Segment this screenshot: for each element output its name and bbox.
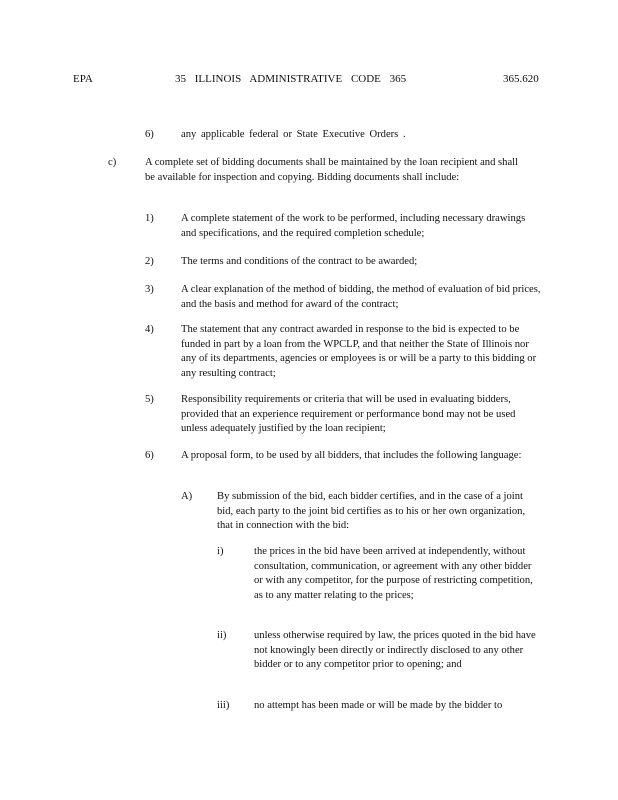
item-text: no attempt has been made or will be made by the bidder to (254, 700, 503, 711)
item-label: c) (108, 157, 117, 168)
item-text: Responsibility requirements or criteria that will be used in evaluating bidders, provided that an experience requirement or performance bond may not be used unless adequately justified by the loan recipient; (181, 394, 516, 434)
item-text: The statement that any contract awarded in response to the bid is expected to be funded in part by a loan from the WPCLP, and that neither the State of Illinois nor any of its departments, agencies or employees is or will be a party to this bidding or any resulting contract; (181, 324, 537, 379)
item-text: unless otherwise required by law, the prices quoted in the bid have not knowingly been directly or indirectly disclosed to any other bidder or to any competitor prior to opening; and (254, 630, 536, 670)
item-label: 3) (145, 284, 154, 295)
item-label: iii) (217, 700, 230, 711)
item-label: A) (181, 491, 193, 502)
item-label: 6) (145, 129, 154, 140)
item-label: 1) (145, 213, 154, 224)
item-text: the prices in the bid have been arrived at independently, without consultation, communication, or agreement with any other bidder or with any competitor, for the purpose of restricting competition, as to any matter relating to the prices; (254, 546, 533, 601)
item-text: any applicable federal or State Executive Orders . (181, 129, 406, 140)
item-text: By submission of the bid, each bidder certifies, and in the case of a joint bid, each party to the joint bid certifies as to his or her own organization, that in connection with the bid: (217, 491, 526, 531)
header-title: 35 ILLINOIS ADMINISTRATIVE CODE 365 (175, 73, 407, 85)
item-text: A complete set of bidding documents shall be maintained by the loan recipient and shall be available for inspection and copying. Bidding documents shall include: (145, 157, 519, 183)
item-text: A complete statement of the work to be performed, including necessary drawings and specifications, and the required completion schedule; (181, 213, 526, 239)
header-section-number: 365.620 (503, 73, 539, 85)
header-agency: EPA (73, 73, 93, 85)
item-label: 6) (145, 450, 154, 461)
item-label: 2) (145, 256, 154, 267)
item-label: 4) (145, 324, 154, 335)
item-label: 5) (145, 394, 154, 405)
item-label: ii) (217, 630, 227, 641)
item-text: The terms and conditions of the contract to be awarded; (181, 256, 418, 267)
item-label: i) (217, 546, 224, 557)
item-text: A proposal form, to be used by all bidders, that includes the following language: (181, 450, 522, 461)
item-text: A clear explanation of the method of bidding, the method of evaluation of bid prices, and the basis and method for award of the contract; (181, 284, 541, 310)
